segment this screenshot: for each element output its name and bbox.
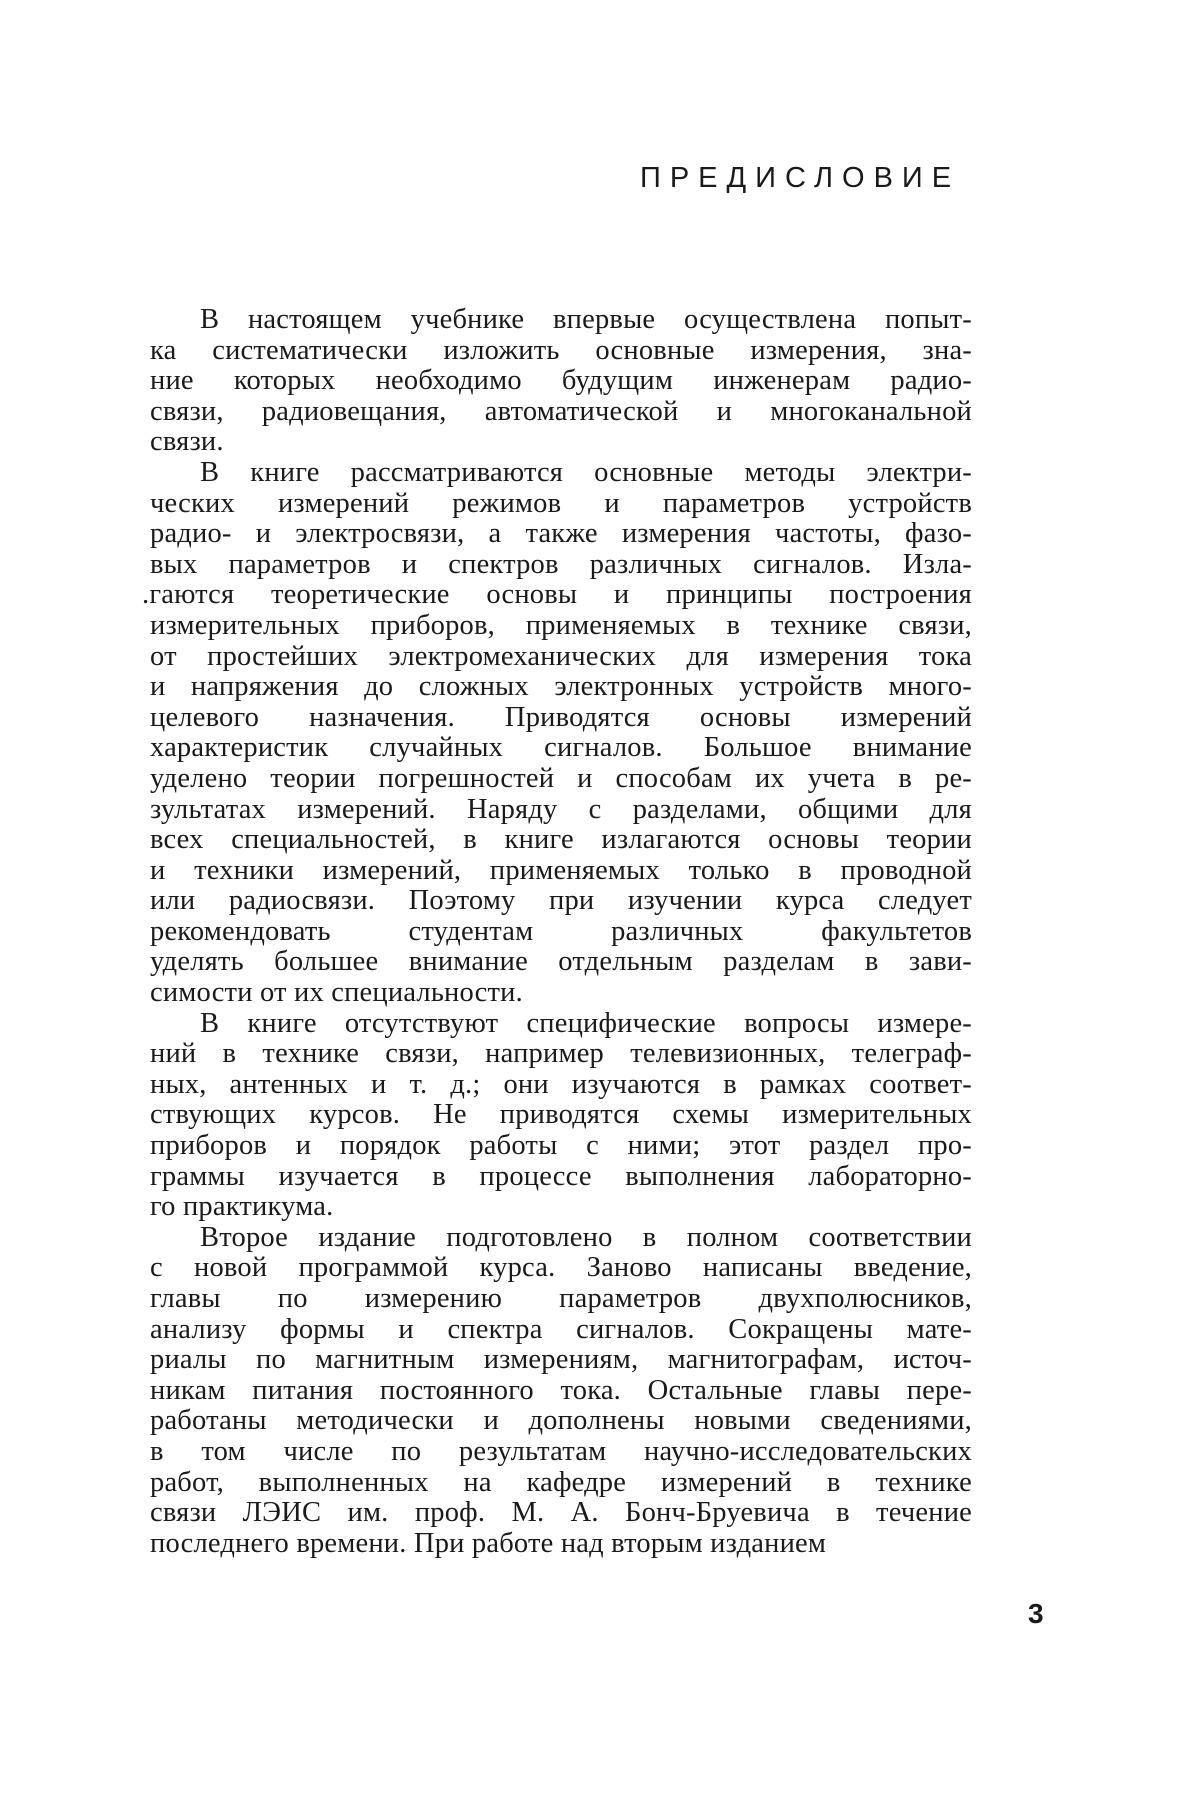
text-line: симости от их специальности. — [150, 977, 523, 1009]
page-number: 3 — [1028, 1598, 1044, 1629]
text-line: граммы изучается в процессе выполнения лабораторно- — [150, 1160, 972, 1192]
text-line: последнего времени. При работе над вторым изданием — [150, 1527, 827, 1559]
text-line: и техники измерений, применяемых только в проводной — [150, 854, 972, 886]
text-line: В настоящем учебнике впервые осуществлена попыт- — [200, 304, 972, 335]
text-line: В книге рассматриваются основные методы электри- — [200, 456, 972, 488]
text-line: характеристик случайных сигналов. Большое внимание — [150, 732, 972, 764]
text-line: связи ЛЭИС им. проф. М. А. Бонч-Бруевича в течение — [150, 1497, 972, 1529]
text-line: всех специальностей, в книге излагаются основы теории — [150, 824, 972, 856]
text-line: измерительных приборов, применяемых в технике связи, — [150, 609, 972, 641]
text-line: работаны методически и дополнены новыми сведениями, — [150, 1405, 972, 1437]
text-line: с новой программой курса. Заново написаны введение, — [150, 1252, 972, 1284]
text-line: ствующих курсов. Не приводятся схемы измерительных — [150, 1099, 972, 1131]
body-text — [142, 304, 972, 1559]
text-line: в том числе по результатам научно-исследовательских — [150, 1435, 972, 1467]
text-line: В книге отсутствуют специфические вопросы измере- — [200, 1007, 972, 1039]
paragraph — [150, 305, 972, 458]
text-line: зультатах измерений. Наряду с разделами, общими для — [150, 793, 972, 825]
text-line: главы по измерению параметров двухполюсников, — [150, 1283, 972, 1314]
text-line: ний в технике связи, например телевизионных, телеграф- — [150, 1038, 972, 1070]
text-line: работ, выполненных на кафедре измерений в технике — [150, 1466, 972, 1498]
text-line: анализу формы и спектра сигналов. Сокращены мате- — [150, 1313, 972, 1345]
text-line: связи. — [150, 426, 224, 458]
paragraph — [142, 456, 972, 1009]
page-heading: ПРЕДИСЛОВИЕ — [640, 162, 961, 194]
text-line: Второе издание подготовлено в полном соответствии — [200, 1221, 972, 1253]
text-line: целевого назначения. Приводятся основы измерений — [150, 701, 972, 733]
text-line: связи, радиовещания, автоматической и многоканальной — [150, 395, 972, 427]
text-line: или радиосвязи. Поэтому при изучении курса следует — [150, 885, 972, 917]
text-line: го практикума. — [150, 1191, 334, 1223]
text-line: от простейших электромеханических для измерения тока — [150, 640, 972, 672]
text-line: .гаются теоретические основы и принципы построения — [142, 579, 972, 611]
text-line: ние которых необходимо будущим инженерам радио- — [150, 365, 972, 397]
text-line: никам питания постоянного тока. Остальные главы пере- — [150, 1374, 972, 1406]
text-line: уделено теории погрешностей и способам их учета в ре- — [150, 762, 972, 794]
text-line: ческих измерений режимов и параметров устройств — [150, 487, 972, 519]
text-line: радио- и электросвязи, а также измерения частоты, фазо- — [150, 518, 972, 550]
text-line: и напряжения до сложных электронных устройств много- — [150, 671, 972, 703]
text-line: ка систематически изложить основные измерения, зна- — [150, 334, 972, 366]
text-line: ных, антенных и т. д.; они изучаются в рамках соответ- — [150, 1068, 972, 1100]
text-line: приборов и порядок работы с ними; этот раздел про- — [150, 1130, 972, 1162]
paragraph — [150, 1009, 972, 1223]
text-line: рекомендовать студентам различных факультетов — [150, 915, 972, 947]
paragraph — [150, 1223, 972, 1560]
text-line: уделять большее внимание отдельным разделам в зави- — [150, 946, 972, 978]
text-line: риалы по магнитным измерениям, магнитографам, источ- — [150, 1344, 972, 1376]
text-line: вых параметров и спектров различных сигналов. Изла- — [150, 548, 972, 580]
